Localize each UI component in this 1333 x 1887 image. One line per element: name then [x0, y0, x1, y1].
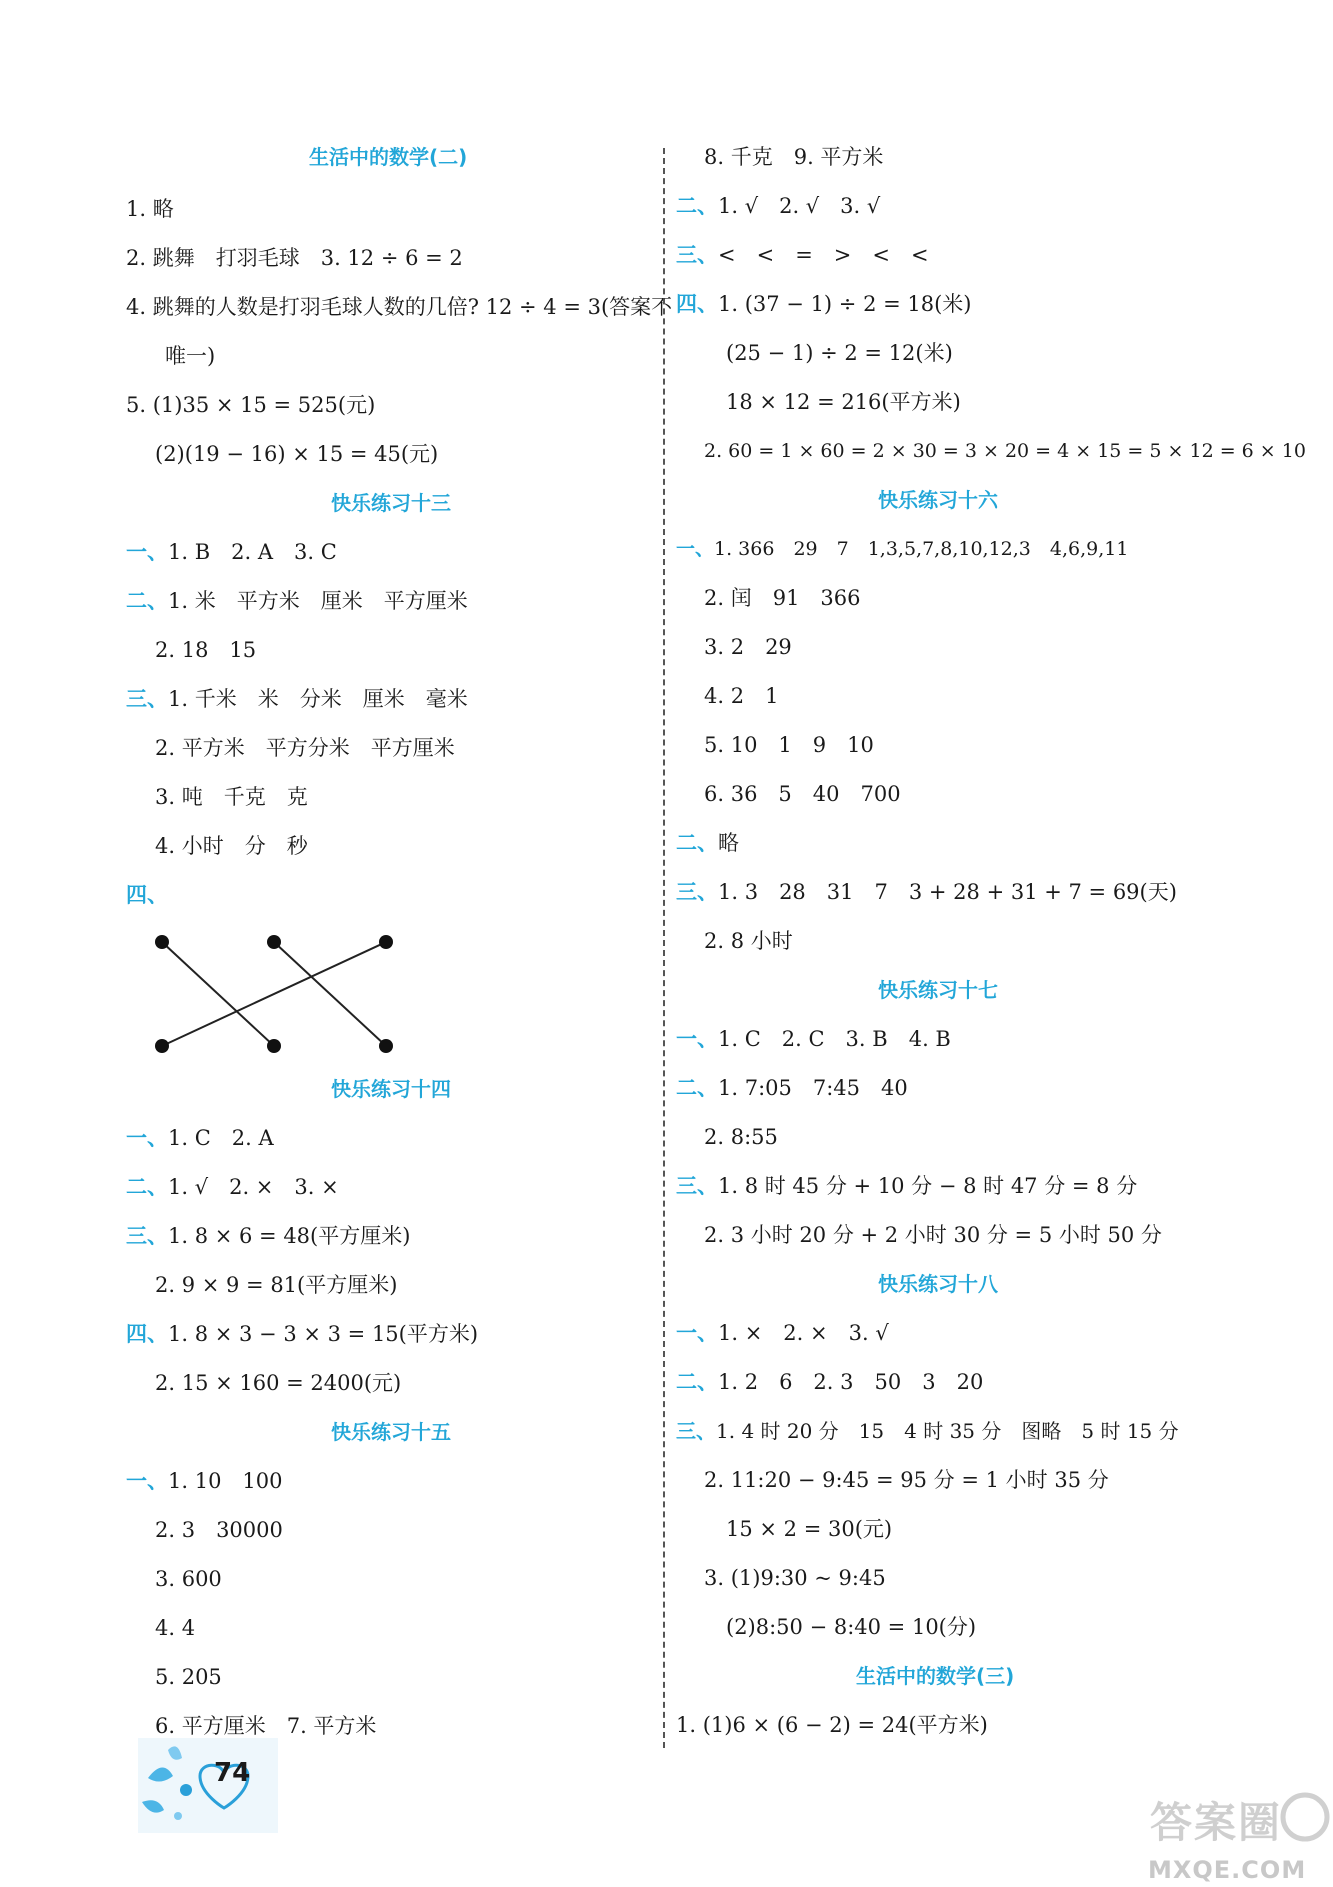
answer-line: 一、1. C 2. A — [126, 1126, 274, 1150]
answer-line: 2. 18 15 — [155, 638, 257, 662]
section-heading: 快乐练习十三 — [331, 491, 451, 515]
answer-line: 3. (1)9:30 ~ 9:45 — [704, 1566, 886, 1590]
answer-line: 二、1. √ 2. √ 3. √ — [676, 194, 881, 218]
section-heading: 快乐练习十八 — [878, 1272, 998, 1296]
answer-line: 5. 205 — [155, 1665, 222, 1689]
answer-line: 4. 4 — [155, 1616, 196, 1640]
answer-line: 2. 8 小时 — [704, 929, 793, 953]
answer-line: 2. 闰 91 366 — [704, 586, 861, 610]
answer-line: 2. 跳舞 打羽毛球 3. 12 ÷ 6 = 2 — [126, 246, 463, 270]
page-number-badge — [138, 1738, 278, 1833]
answer-line: 2. 平方米 平方分米 平方厘米 — [155, 736, 455, 760]
matching-diagram — [140, 920, 410, 1060]
answer-line: 二、1. 米 平方米 厘米 平方厘米 — [126, 589, 468, 613]
answer-line: 一、1. × 2. × 3. √ — [676, 1321, 889, 1345]
answer-line: 18 × 12 = 216(平方米) — [726, 390, 961, 414]
dot — [155, 935, 169, 949]
answer-line: 一、1. B 2. A 3. C — [126, 540, 337, 564]
watermark-url: MXQE.COM — [1148, 1856, 1307, 1884]
section-heading: 快乐练习十六 — [878, 488, 998, 512]
dot — [267, 1039, 281, 1053]
answer-line: 2. 60 = 1 × 60 = 2 × 30 = 3 × 20 = 4 × 15 = 5 × 12 = 6 × 10 — [704, 440, 1306, 462]
answer-line: 1. (1)6 × (6 − 2) = 24(平方米) — [676, 1713, 988, 1737]
answer-line: 一、1. 366 29 7 1,3,5,7,8,10,12,3 4,6,9,11 — [676, 538, 1129, 560]
answer-line: 三、< < = > < < — [676, 243, 929, 267]
answer-line: 二、略 — [676, 831, 739, 855]
splash-icon — [138, 1738, 278, 1833]
answer-line: (25 − 1) ÷ 2 = 12(米) — [726, 341, 953, 365]
answer-line: 4. 小时 分 秒 — [155, 834, 308, 858]
answer-line: 三、1. 千米 米 分米 厘米 毫米 — [126, 687, 468, 711]
dot — [379, 935, 393, 949]
answer-line: 二、1. 7:05 7:45 40 — [676, 1076, 908, 1100]
answer-line: 四、1. (37 − 1) ÷ 2 = 18(米) — [676, 292, 972, 316]
answer-line: 3. 吨 千克 克 — [155, 785, 308, 809]
answer-line: 15 × 2 = 30(元) — [726, 1517, 893, 1541]
answer-line: 三、1. 4 时 20 分 15 4 时 35 分 图略 5 时 15 分 — [676, 1419, 1179, 1443]
answer-line: 一、1. 10 100 — [126, 1469, 283, 1493]
answer-line: 2. 11:20 − 9:45 = 95 分 = 1 小时 35 分 — [704, 1468, 1109, 1492]
answer-line: 1. 略 — [126, 197, 174, 221]
answer-line: 四、 — [126, 883, 168, 907]
section-heading: 快乐练习十四 — [331, 1077, 451, 1101]
answer-line: 三、1. 3 28 31 7 3 + 28 + 31 + 7 = 69(天) — [676, 880, 1177, 904]
section-heading: 快乐练习十五 — [331, 1420, 451, 1444]
answer-line: 2. 15 × 160 = 2400(元) — [155, 1371, 402, 1395]
answer-line: 一、1. C 2. C 3. B 4. B — [676, 1027, 951, 1051]
answer-line: 3. 2 29 — [704, 635, 792, 659]
answer-line: 4. 2 1 — [704, 684, 779, 708]
answer-line: (2)8:50 − 8:40 = 10(分) — [726, 1615, 977, 1639]
dot — [155, 1039, 169, 1053]
answer-line: 8. 千克 9. 平方米 — [704, 145, 884, 169]
answer-line: 4. 跳舞的人数是打羽毛球人数的几倍? 12 ÷ 4 = 3(答案不 — [126, 295, 673, 319]
answer-line: 二、1. 2 6 2. 3 50 3 20 — [676, 1370, 984, 1394]
answer-line: 2. 3 30000 — [155, 1518, 283, 1542]
dot — [267, 935, 281, 949]
answer-line: 2. 8:55 — [704, 1125, 778, 1149]
answer-line: 四、1. 8 × 3 − 3 × 3 = 15(平方米) — [126, 1322, 479, 1346]
answer-line: 6. 平方厘米 7. 平方米 — [155, 1714, 377, 1738]
page-number: 74 — [214, 1758, 251, 1788]
answer-line: 2. 9 × 9 = 81(平方厘米) — [155, 1273, 398, 1297]
answer-line: 唯一) — [165, 344, 216, 368]
section-heading: 生活中的数学(二) — [309, 145, 468, 169]
dot — [379, 1039, 393, 1053]
answer-line: 6. 36 5 40 700 — [704, 782, 901, 806]
answer-line: 二、1. √ 2. × 3. × — [126, 1175, 339, 1199]
answer-line: 三、1. 8 时 45 分 + 10 分 − 8 时 47 分 = 8 分 — [676, 1174, 1138, 1198]
answer-line: 5. 10 1 9 10 — [704, 733, 874, 757]
section-heading: 快乐练习十七 — [878, 978, 998, 1002]
answer-line: 2. 3 小时 20 分 + 2 小时 30 分 = 5 小时 50 分 — [704, 1223, 1162, 1247]
answer-line: (2)(19 − 16) × 15 = 45(元) — [155, 442, 439, 466]
column-divider — [663, 148, 665, 1748]
answer-line: 5. (1)35 × 15 = 525(元) — [126, 393, 376, 417]
answer-line: 三、1. 8 × 6 = 48(平方厘米) — [126, 1224, 411, 1248]
section-heading: 生活中的数学(三) — [856, 1664, 1015, 1688]
answer-line: 3. 600 — [155, 1567, 222, 1591]
watermark-text: 答案圈 — [1150, 1798, 1283, 1847]
